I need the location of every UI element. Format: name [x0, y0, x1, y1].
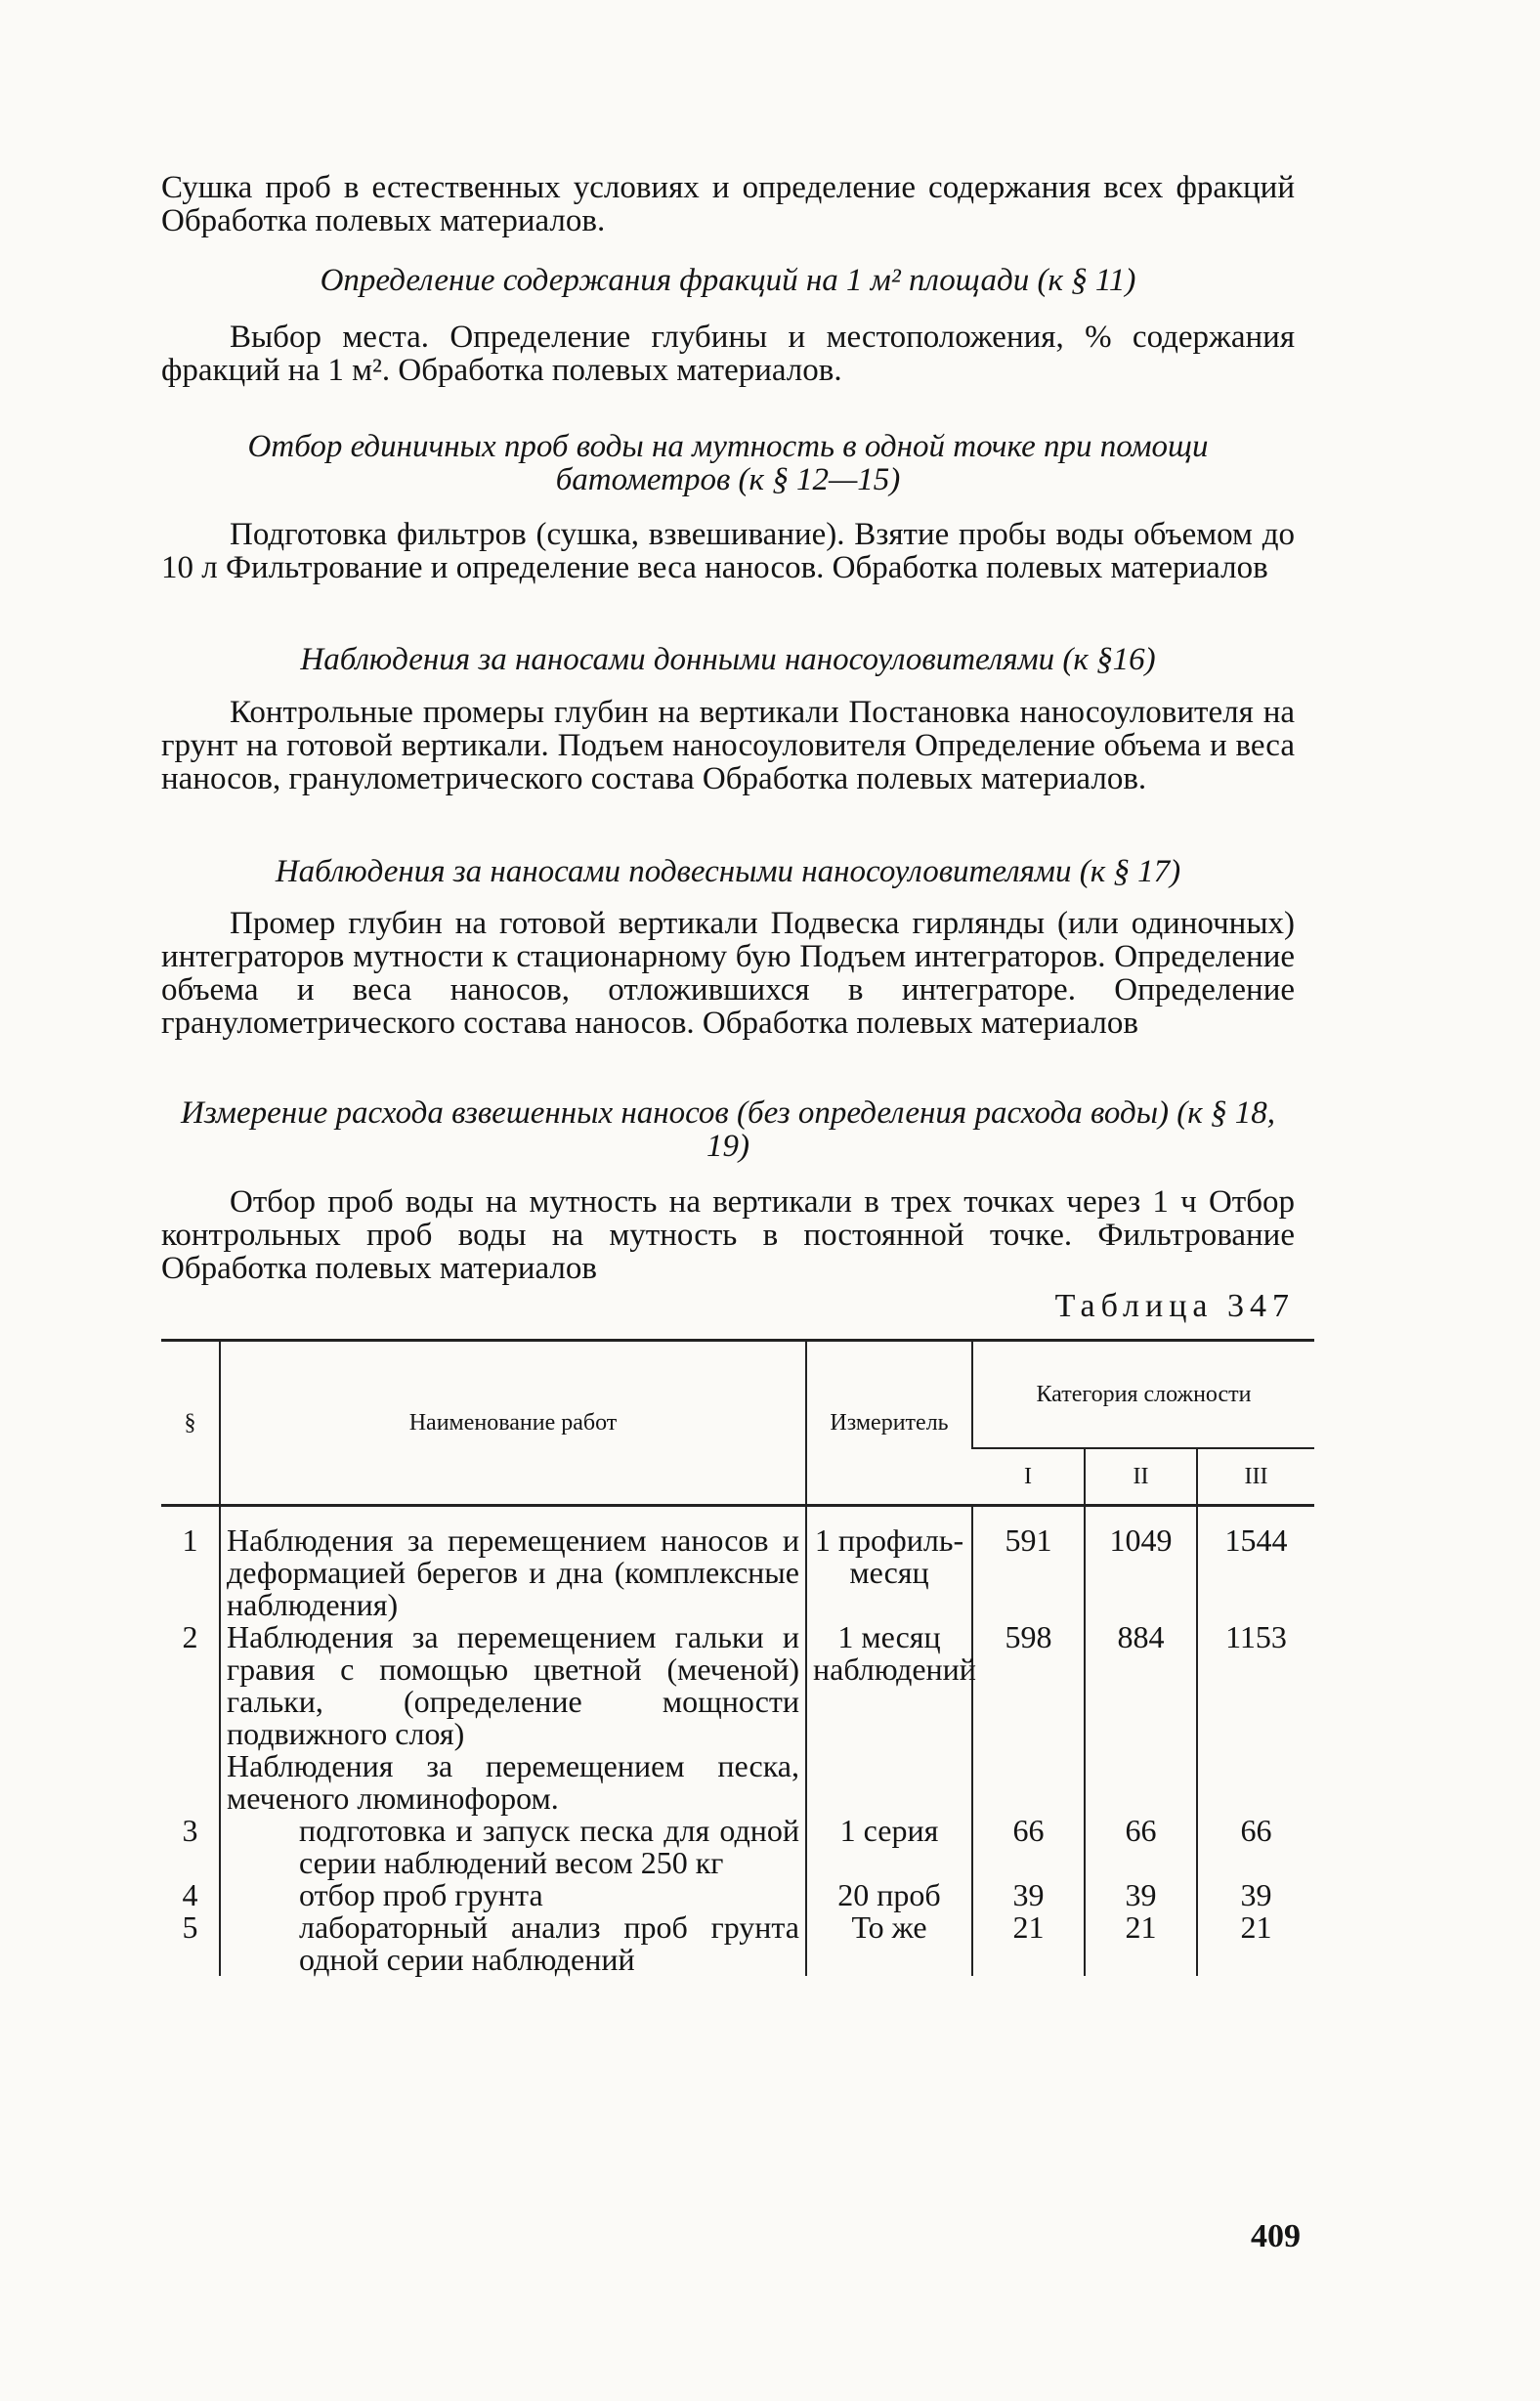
header-work-name: Наименование работ	[220, 1341, 806, 1506]
heading-single-samples: Отбор единичных проб воды на мутность в одной точке при помощи батометров (к § 12—15)	[247, 429, 1209, 497]
page-number: 409	[1251, 2218, 1301, 2254]
row-value-1: 39	[972, 1879, 1085, 1911]
heading-suspended-traps: Наблюдения за наносами подвесными наносоуловителями (к § 17)	[275, 854, 1181, 889]
header-measure: Измеритель	[806, 1341, 972, 1506]
row-number: 3	[182, 1813, 198, 1848]
row-measure: 1 профиль-месяц	[806, 1506, 972, 1622]
table-row	[161, 1815, 1314, 1879]
row-measure: То же	[806, 1911, 972, 1976]
row-value-3: 39	[1197, 1879, 1314, 1911]
row-measure: 20 проб	[806, 1879, 972, 1911]
row-value-2: 884	[1085, 1621, 1197, 1750]
table-row	[161, 1879, 1314, 1911]
row-value-3: 66	[1197, 1815, 1314, 1879]
header-category-2: II	[1085, 1448, 1197, 1506]
header-section: §	[184, 1410, 196, 1436]
row-work-name: отбор проб грунта	[220, 1879, 806, 1911]
row-value-3	[1197, 1750, 1314, 1815]
row-value-1	[972, 1750, 1085, 1815]
row-value-3: 21	[1197, 1911, 1314, 1976]
table-row	[161, 1621, 1314, 1750]
row-value-2: 66	[1085, 1815, 1197, 1879]
paragraph-fraction-content: Выбор места. Определение глубины и местоположения, % содержания фракций на 1 м². Обработка полевых материалов.	[161, 320, 1295, 388]
row-value-2: 21	[1085, 1911, 1197, 1976]
header-category-3: III	[1197, 1448, 1314, 1506]
row-work-name: лабораторный анализ проб грунта одной серии наблюдений	[220, 1911, 806, 1976]
row-value-1: 591	[972, 1506, 1085, 1622]
row-value-3: 1153	[1197, 1621, 1314, 1750]
row-value-1: 21	[972, 1911, 1085, 1976]
row-number: 5	[182, 1909, 198, 1945]
heading-suspended-discharge: Измерение расхода взвешенных наносов (без определения расхода воды) (к § 18, 19)	[181, 1095, 1275, 1164]
paragraph-single-samples: Подготовка фильтров (сушка, взвешивание). Взятие пробы воды объемом до 10 л Фильтрование и определение веса наносов. Обработка полевых материалов	[161, 517, 1295, 585]
paragraph-bottom-traps: Контрольные промеры глубин на вертикали Постановка наносоуловителя на грунт на готовой вертикали. Подъем наносоуловителя Определение объема и веса наносов, гранулометрического состава Обработка полевых материалов.	[161, 695, 1295, 796]
row-measure	[806, 1750, 972, 1815]
row-value-2	[1085, 1750, 1197, 1815]
row-measure: 1 месяц наблюдений	[806, 1621, 972, 1750]
row-value-2: 1049	[1085, 1506, 1197, 1622]
row-work-name: Наблюдения за перемещением песка, меченого люминофором.	[220, 1750, 806, 1815]
row-number: 4	[182, 1877, 198, 1912]
heading-fraction-content: Определение содержания фракций на 1 м² площади (к § 11)	[320, 263, 1136, 298]
header-category-1: I	[972, 1448, 1085, 1506]
row-value-1: 598	[972, 1621, 1085, 1750]
row-number	[161, 1750, 220, 1815]
row-number: 1	[182, 1522, 198, 1558]
row-work-name: подготовка и запуск песка для одной серии наблюдений весом 250 кг	[220, 1815, 806, 1879]
row-work-name: Наблюдения за перемещением гальки и гравия с помощью цветной (меченой) гальки, (определение мощности подвижного слоя)	[220, 1621, 806, 1750]
row-work-name: Наблюдения за перемещением наносов и деформацией берегов и дна (комплексные наблюдения)	[220, 1506, 806, 1622]
table-caption: Таблица 347	[1054, 1288, 1295, 1324]
row-value-1: 66	[972, 1815, 1085, 1879]
paragraph-suspended-discharge: Отбор проб воды на мутность на вертикали в трех точках через 1 ч Отбор контрольных проб воды на мутность в постоянной точке. Фильтрование Обработка полевых материалов	[161, 1184, 1295, 1286]
row-number: 2	[182, 1619, 198, 1654]
row-value-3: 1544	[1197, 1506, 1314, 1622]
table-row	[161, 1911, 1314, 1976]
row-value-2: 39	[1085, 1879, 1197, 1911]
header-category: Категория сложности	[972, 1341, 1314, 1449]
paragraph-suspended-traps: Промер глубин на готовой вертикали Подвеска гирлянды (или одиночных) интеграторов мутности к стационарному бую Подъем интеграторов. Определение объема и веса наносов, отложившихся в интеграторе. Определение гранулометрического состава наносов. Обработка полевых материалов	[161, 906, 1295, 1041]
row-measure: 1 серия	[806, 1815, 972, 1879]
table-row	[161, 1750, 1314, 1815]
work-table	[161, 1339, 1314, 1976]
heading-bottom-traps: Наблюдения за наносами донными наносоуловителями (к §16)	[300, 642, 1156, 677]
table-row	[161, 1506, 1314, 1622]
paragraph-drying: Сушка проб в естественных условиях и определение содержания всех фракций Обработка полевых материалов.	[161, 170, 1295, 238]
